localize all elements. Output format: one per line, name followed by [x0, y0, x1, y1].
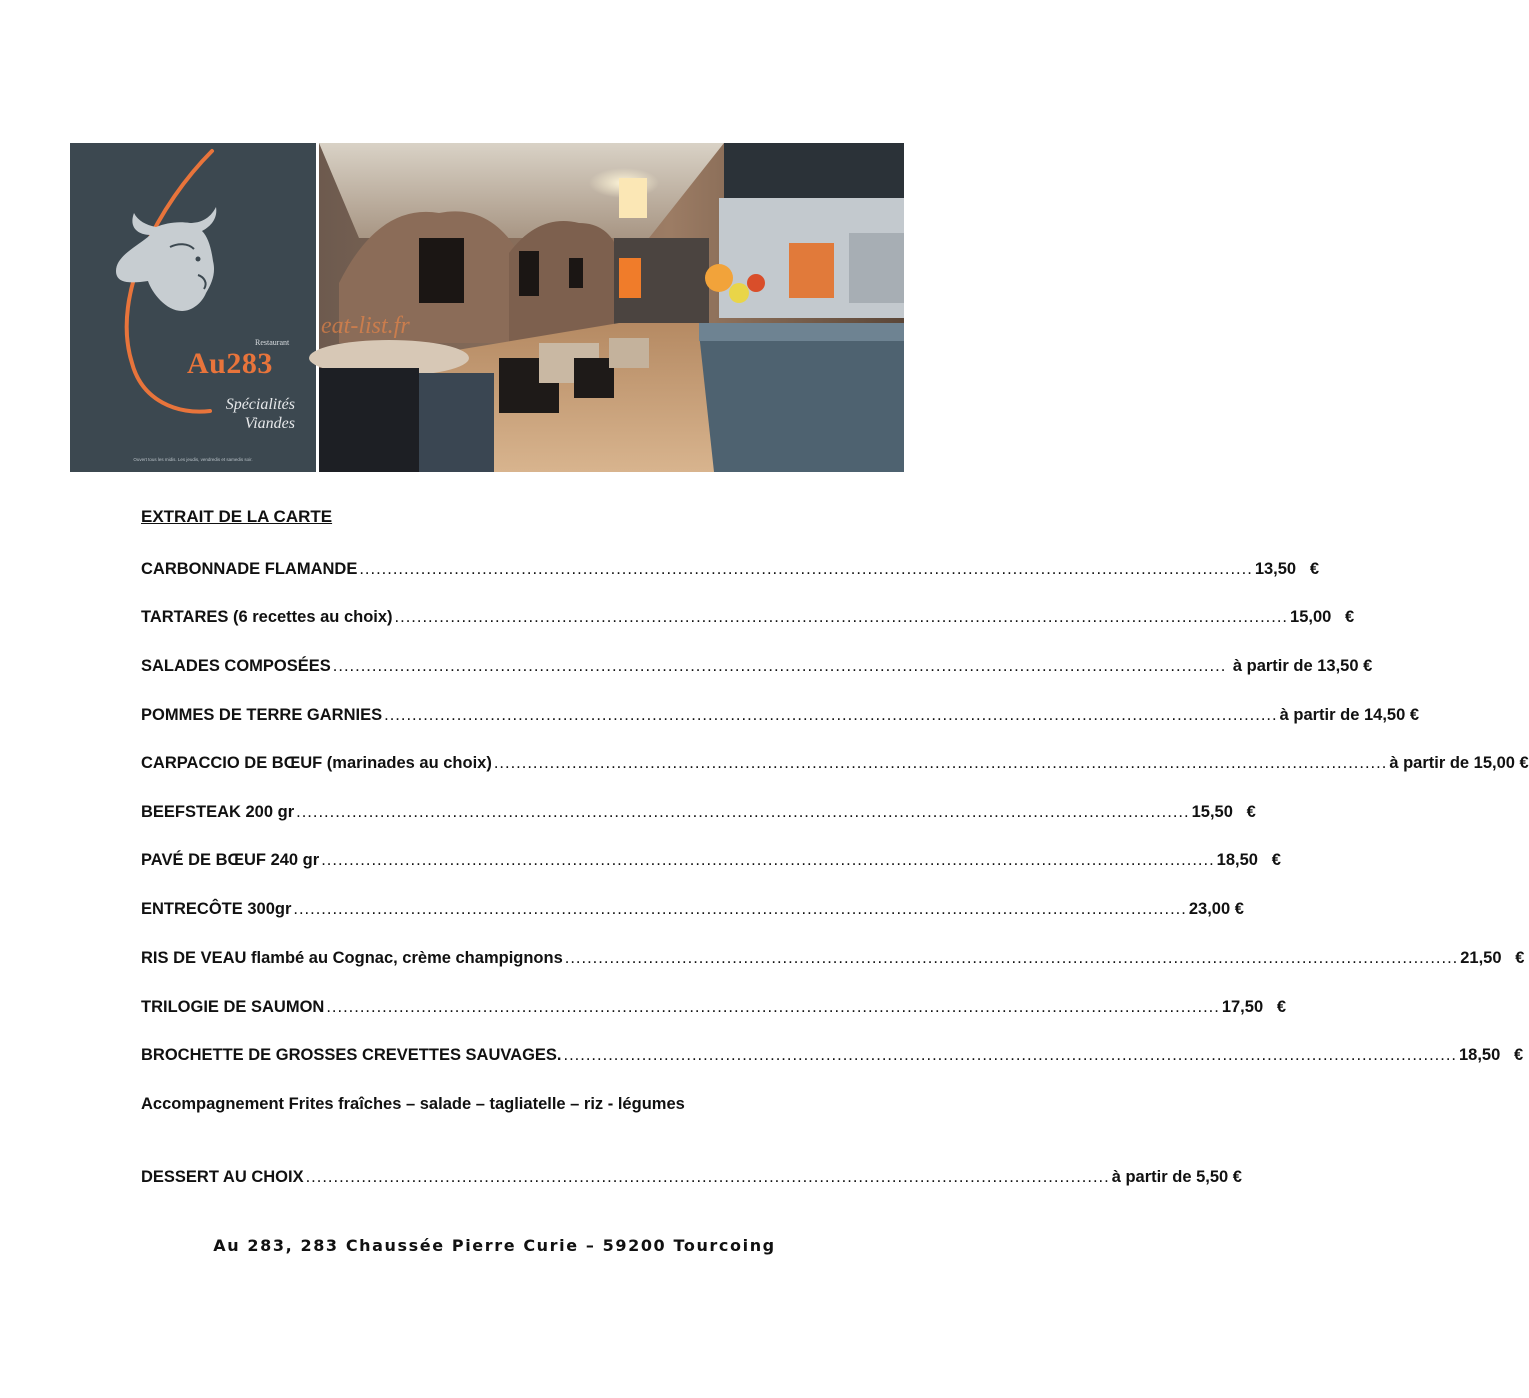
menu-item — [141, 900, 1244, 924]
menu-item-name: PAVÉ DE BŒUF 240 gr — [141, 851, 320, 869]
menu-item-price: 15,50 € — [1191, 803, 1256, 821]
leader-dots: ................................................................................................................................................................ — [564, 949, 1459, 967]
logo-small-label: Restaurant — [255, 338, 290, 347]
menu-item-price: à partir de 14,50 € — [1279, 706, 1420, 724]
header-images — [70, 143, 904, 472]
leader-dots: ................................................................................................................................................................ — [563, 1046, 1457, 1064]
menu-item-price: à partir de 15,00 € — [1389, 754, 1529, 772]
restaurant-logo — [70, 143, 316, 472]
menu-item-dessert — [141, 1168, 1242, 1192]
menu-item-price: 17,50 € — [1221, 998, 1287, 1016]
leader-dots: ................................................................................................................................................................ — [326, 998, 1220, 1016]
logo-tagline — [200, 395, 295, 433]
menu-item — [141, 1046, 1524, 1070]
menu-item-name: CARPACCIO DE BŒUF (marinades au choix) — [141, 754, 492, 772]
menu-item-name: TRILOGIE DE SAUMON — [141, 998, 325, 1016]
menu-item-price: 13,50 € — [1254, 560, 1320, 578]
menu-accompaniment: Accompagnement Frites fraîches – salade – tagliatelle – riz - légumes — [141, 1095, 685, 1113]
leader-dots: ................................................................................................................................................................ — [332, 657, 1227, 675]
menu-item-name: BEEFSTEAK 200 gr — [141, 803, 295, 821]
menu-item-price: à partir de 5,50 € — [1111, 1168, 1242, 1186]
menu-item — [141, 803, 1256, 827]
menu-item-price: 23,00 € — [1188, 900, 1244, 918]
leader-dots: ................................................................................................................................................................ — [296, 803, 1190, 821]
menu-item-name: CARBONNADE FLAMANDE — [141, 560, 358, 578]
leader-dots: ................................................................................................................................................................ — [293, 900, 1187, 918]
menu-item — [141, 998, 1287, 1022]
leader-dots: ................................................................................................................................................ — [305, 1168, 1110, 1186]
menu-item-name: DESSERT AU CHOIX — [141, 1168, 304, 1186]
leader-dots: ................................................................................................................................................................ — [321, 851, 1215, 869]
menu-item-price: 15,00 € — [1290, 608, 1355, 626]
leader-dots: ................................................................................................................................................................ — [394, 608, 1289, 626]
menu-item — [141, 657, 1373, 681]
menu-item-name: TARTARES (6 recettes au choix) — [141, 608, 393, 626]
menu-item-name: SALADES COMPOSÉES — [141, 657, 331, 675]
menu-item — [141, 706, 1420, 730]
logo-hours: Ouvert tous les midis. Les jeudis, vendredis et samedis soir. — [133, 457, 253, 462]
menu-item-price: 18,50 € — [1459, 1046, 1524, 1064]
menu-item-price: à partir de 13,50 € — [1228, 657, 1373, 675]
restaurant-interior-photo — [319, 143, 904, 472]
menu-item-name: RIS DE VEAU flambé au Cognac, crème champignons — [141, 949, 563, 967]
leader-dots: ................................................................................................................................................................ — [493, 754, 1388, 772]
logo-tagline-line-2: Viandes — [244, 415, 295, 432]
menu-item-price: 18,50 € — [1216, 851, 1281, 869]
menu-title: EXTRAIT DE LA CARTE — [141, 507, 333, 526]
photo-watermark: eat-list.fr — [321, 313, 410, 339]
menu-item — [141, 851, 1281, 875]
logo-tagline-line-1: Spécialités — [225, 396, 295, 413]
menu-item — [141, 949, 1525, 973]
leader-dots: ................................................................................................................................................................ — [359, 560, 1253, 578]
menu-item — [141, 608, 1355, 632]
menu-item-name: ENTRECÔTE 300gr — [141, 900, 292, 918]
menu-item-name: BROCHETTE DE GROSSES CREVETTES SAUVAGES. — [141, 1046, 562, 1064]
menu-item-price: 21,50 € — [1460, 949, 1525, 967]
menu-item — [141, 754, 1529, 778]
logo-name: Au283 — [187, 347, 273, 380]
menu-item-name: POMMES DE TERRE GARNIES — [141, 706, 383, 724]
menu-item — [141, 560, 1320, 584]
interior-photo-image — [319, 143, 904, 472]
footer-address: Au 283, 283 Chaussée Pierre Curie – 59200 Tourcoing — [213, 1236, 776, 1255]
leader-dots: ................................................................................................................................................................ — [384, 706, 1278, 724]
